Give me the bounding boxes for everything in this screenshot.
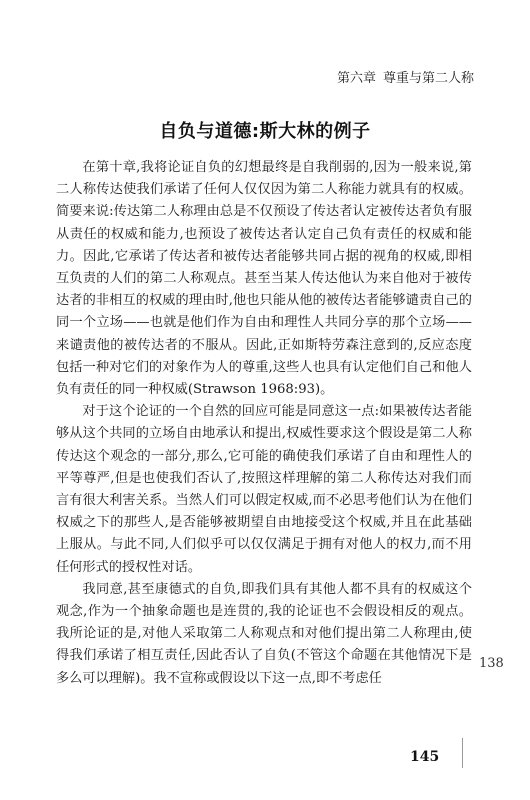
page-number: 145 bbox=[410, 749, 440, 765]
paragraph: 对于这个论证的一个自然的回应可能是同意这一点:如果被传达者能够从这个共同的立场自由地承认和提出,权威性要求这个假设是第二人称传达这个观念的一部分,那么,它可能的确使我们承诺了自由和理性人的平等尊严,但是也使我们否认了,按照这样理解的第二人称传达对我们而言有很大利害关系。当然人们可以假定权威,而不必思考他们认为在他们权威之下的那些人,是否能够被期望自由地接受这个权威,并且在此基础上服从。与此不同,人们似乎可以仅仅满足于拥有对他人的权力,而不用任何形式的授权性对话。 bbox=[56, 404, 472, 575]
paragraph: 我同意,甚至康德式的自负,即我们具有其他人都不具有的权威这个观念,作为一个抽象命题也是连贯的,我的论证也不会假设相反的观点。我所论证的是,对他人采取第二人称观点和对他们提出第二人称理由,使得我们承诺了相互责任,因此否认了自负(不管这个命题在其他情况下是多么可以理解)。我不宣称或假设以下这一点,即不考虑任 bbox=[56, 581, 472, 686]
paragraph: 在第十章,我将论证自负的幻想最终是自我削弱的,因为一般来说,第二人称传达使我们承诺了任何人仅仅因为第二人称能力就具有的权威。简要来说:传达第二人称理由总是不仅预设了传达者认定被传达者负有服从责任的权威和能力,也预设了被传达者认定自己负有责任的权威和能力。因此,它承诺了传达者和被传达者能够共同占据的视角的权威,即相互负责的人们的第二人称观点。甚至当某人传达他认为来自他对于被传达者的非相互的权威的理由时,他也只能从他的被传达者能够谴责自己的同一个立场——也就是他们作为自由和理性人共同分享的那个立场——来谴责他的被传达者的不服从。因此,正如斯特劳森注意到的,反应态度包括一种对它们的对象作为人的尊重,这些人也具有认定他们自己和他人负有责任的同一种权威(Strawson 1968:93)。 bbox=[56, 160, 472, 398]
chapter-number: 第六章 bbox=[336, 71, 376, 86]
section-title: 自负与道德:斯大林的例子 bbox=[159, 121, 371, 142]
original-page-number: 138 bbox=[479, 656, 504, 671]
body-text bbox=[56, 157, 472, 690]
chapter-title: 尊重与第二人称 bbox=[382, 71, 474, 86]
page-number-rule bbox=[462, 738, 463, 768]
running-header bbox=[337, 67, 474, 86]
